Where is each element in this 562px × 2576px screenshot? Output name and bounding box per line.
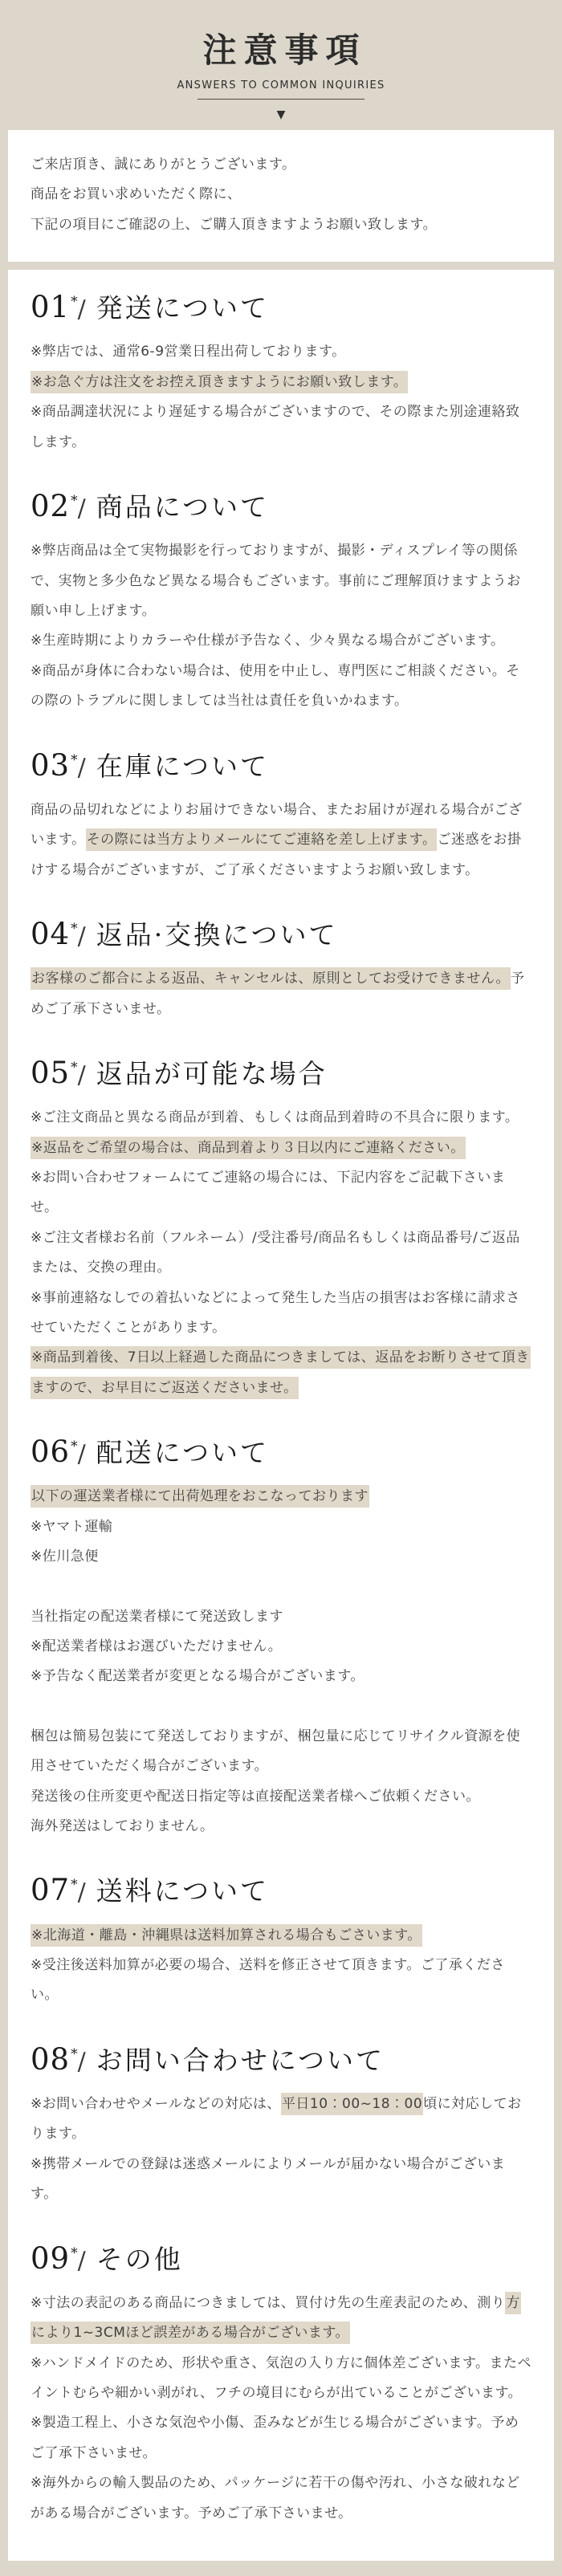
- section-01: [31, 270, 531, 458]
- plain-text: 当社指定の配送業者様にて発送致します: [31, 1608, 283, 1625]
- header-divider: [198, 99, 364, 100]
- slash-icon: /: [77, 1061, 86, 1090]
- section-02: [31, 488, 531, 717]
- asterisk-icon: *: [71, 2045, 78, 2062]
- notice-paragraph: [31, 1951, 531, 2011]
- plain-text: ※予告なく配送業者が変更となる場合がございます。: [31, 1668, 364, 1685]
- slash-icon: /: [77, 922, 86, 950]
- section-heading: [31, 1434, 531, 1471]
- section-heading: [31, 1872, 531, 1909]
- section-number: 05: [31, 1056, 71, 1091]
- highlighted-text: ※お急ぐ方は注文をお控え頂きますようにお願い致します。: [31, 371, 408, 393]
- notice-paragraph: [31, 337, 531, 367]
- section-number: 09: [31, 2240, 71, 2276]
- section-title: 在庫について: [96, 750, 270, 782]
- notice-paragraph: [31, 1722, 531, 1782]
- slash-icon: /: [77, 494, 86, 523]
- asterisk-icon: *: [71, 492, 78, 509]
- notice-paragraph: [31, 1223, 531, 1284]
- notice-paragraph: [31, 2090, 531, 2150]
- slash-icon: /: [77, 753, 86, 782]
- asterisk-icon: *: [71, 294, 78, 311]
- plain-text: ※海外からの輸入製品のため、パッケージに若干の傷や汚れ、小さな破れなどがある場合がございます。予めご了承下さいませ。: [31, 2475, 520, 2521]
- highlighted-text: お客様のご都合による返品、キャンセルは、原則としてお受けできません。: [31, 967, 511, 990]
- section-heading: [31, 270, 531, 326]
- highlighted-text: その際には当方よりメールにてご連絡を差し上げます。: [86, 828, 438, 851]
- plain-text: ※商品が身体に合わない場合は、使用を中止し、専門医にご相談ください。その際のトラブルに関しましては当社は責任を負いかねます。: [31, 662, 520, 710]
- plain-text: 予めご了承下さいませ。: [31, 971, 525, 1017]
- notice-paragraph: [31, 1602, 531, 1632]
- plain-text: ※弊店では、通常6-9営業日程出荷しております。: [31, 344, 346, 360]
- slash-icon: /: [77, 295, 86, 324]
- plain-text: 商品の品切れなどによりお届けできない場合、またお届けが遅れる場合がございます。: [31, 801, 523, 848]
- section-number: 04: [31, 917, 71, 951]
- section-number: 03: [31, 747, 71, 783]
- intro-line: ご来店頂き、誠にありがとうございます。: [31, 157, 296, 173]
- section-07: [31, 1872, 531, 2010]
- asterisk-icon: *: [71, 1877, 78, 1894]
- notice-paragraph: [31, 964, 531, 1024]
- section-title: 返品·交換について: [96, 919, 338, 950]
- section-05: [31, 1055, 531, 1403]
- slash-icon: /: [77, 2246, 86, 2275]
- plain-text: ※事前連絡なしでの着払いなどによって発生した当店の損害はお客様に請求させていただくことがあります。: [31, 1289, 520, 1337]
- notice-paragraph: [31, 657, 531, 717]
- asterisk-icon: *: [71, 751, 78, 768]
- notice-paragraph: [31, 1163, 531, 1223]
- highlighted-text: ※北海道・離島・沖縄県は送料加算される場合もごさいます。: [31, 1924, 422, 1947]
- highlighted-text: ※商品到着後、7日以上経過した商品につきましては、返品をお断りさせて頂きますので、お早目にご返送くださいませ。: [31, 1346, 531, 1398]
- notice-paragraph: [31, 1812, 531, 1841]
- notice-paragraph: [31, 1662, 531, 1691]
- plain-text: ※受注後送料加算が必要の場合、送料を修正させて頂きます。ご了承ください。: [31, 1956, 505, 2004]
- intro-line: 商品をお買い求めいただく際に、: [31, 186, 242, 203]
- plain-text: ※生産時期によりカラーや仕様が予告なく、少々異なる場合がございます。: [31, 633, 505, 649]
- highlighted-text: 方により1~3CMほど誤差がある場合がございます。: [31, 2292, 521, 2344]
- notice-paragraph: [31, 1343, 531, 1403]
- plain-text: 海外発送はしておりません。: [31, 1817, 214, 1834]
- plain-text: ※お問い合わせフォームにてご連絡の場合には、下記内容をご記載下さいませ。: [31, 1170, 506, 1216]
- notice-paragraph: [31, 536, 531, 626]
- sections-card: [8, 270, 554, 2561]
- section-heading: [31, 1055, 531, 1092]
- plain-text: 発送後の住所変更や配送日指定等は直接配送業者様へご依頼ください。: [31, 1788, 480, 1805]
- section-heading: [31, 2240, 531, 2277]
- page-subtitle: ANSWERS TO COMMON INQUIRIES: [177, 79, 385, 92]
- section-number: 02: [31, 488, 71, 523]
- section-number: 01: [31, 290, 71, 325]
- notice-paragraph: [31, 1284, 531, 1344]
- notice-paragraph: [31, 2289, 531, 2349]
- plain-text: ※商品調達状況により遅延する場合がございますので、その際また別途連絡致します。: [31, 404, 520, 450]
- notice-paragraph: [31, 2408, 531, 2468]
- notice-paragraph: [31, 1133, 531, 1163]
- section-heading: [31, 747, 531, 784]
- sections: [31, 270, 531, 2529]
- section-heading: [31, 2041, 531, 2078]
- plain-text: ※ご注文商品と異なる商品が到着、もしくは商品到着時の不具合に限ります。: [31, 1109, 519, 1126]
- plain-text: 梱包は簡易包装にて発送しておりますが、梱包量に応じてリサイクル資源を使用させていただく場合がございます。: [31, 1728, 521, 1775]
- plain-text: ※ハンドメイドのため、形状や重さ、気泡の入り方に個体差ございます。またペイントむらや細かい剥がれ、フチの境目にむらが出ていることがございます。: [31, 2354, 532, 2401]
- section-number: 08: [31, 2041, 71, 2077]
- section-08: [31, 2041, 531, 2210]
- section-title: 配送について: [96, 1437, 270, 1469]
- plain-text: ※配送業者様はお選びいただけません。: [31, 1638, 283, 1654]
- down-triangle-icon: ▼: [276, 108, 286, 121]
- notice-paragraph: [31, 2468, 531, 2529]
- section-heading: [31, 916, 531, 953]
- plain-text: ※携帯メールでの登録は迷惑メールによりメールが届かない場合がございます。: [31, 2155, 506, 2203]
- notice-paragraph: [31, 2349, 531, 2409]
- section-title: その他: [96, 2243, 183, 2275]
- section-number: 07: [31, 1873, 71, 1908]
- page-title: 注意事項: [202, 31, 367, 70]
- section-title: 返品が可能な場合: [96, 1058, 328, 1090]
- slash-icon: /: [77, 1440, 86, 1469]
- notice-paragraph: [31, 368, 531, 397]
- notice-paragraph: [31, 796, 531, 885]
- intro-line: 下記の項目にご確認の上、ご購入頂きますようお願い致します。: [31, 216, 438, 233]
- notice-paragraph: [31, 1782, 531, 1812]
- notice-paragraph: [31, 1103, 531, 1133]
- plain-text: ご迷惑をお掛けする場合がございますが、ご了承くださいますようお願い致します。: [31, 832, 522, 878]
- plain-text: ※ヤマト運輸: [31, 1518, 113, 1535]
- plain-text: ※お問い合わせやメールなどの対応は、: [31, 2096, 281, 2113]
- intro-card: [8, 130, 554, 262]
- notice-paragraph: [31, 1512, 531, 1542]
- plain-text: ※弊店商品は全て実物撮影を行っておりますが、撮影・ディスプレイ等の関係で、実物と多少色など異なる場合もございます。事前にご理解頂けますようお願い申し上げます。: [31, 543, 521, 620]
- asterisk-icon: *: [71, 921, 78, 937]
- paragraph-gap: [31, 1573, 531, 1602]
- section-title: 発送について: [96, 292, 270, 324]
- paragraph-gap: [31, 1692, 531, 1722]
- slash-icon: /: [77, 1878, 86, 1907]
- section-title: 送料について: [96, 1875, 270, 1907]
- plain-text: ※寸法の表記のある商品につきましては、買付け先の生産表記のため、測り: [31, 2294, 506, 2311]
- section-04: [31, 916, 531, 1024]
- asterisk-icon: *: [71, 1439, 78, 1455]
- slash-icon: /: [77, 2047, 86, 2076]
- notice-paragraph: [31, 1542, 531, 1572]
- highlighted-text: 平日10：00~18：00: [281, 2093, 423, 2115]
- plain-text: 頃に対応しております。: [31, 2096, 522, 2143]
- notice-paragraph: [31, 626, 531, 656]
- section-number: 06: [31, 1435, 71, 1470]
- section-title: 商品について: [96, 490, 270, 523]
- highlighted-text: ※返品をご希望の場合は、商品到着より３日以内にご連絡ください。: [31, 1137, 466, 1159]
- page-header: [0, 0, 562, 120]
- notice-paragraph: [31, 2150, 531, 2210]
- notice-paragraph: [31, 1921, 531, 1951]
- section-title: お問い合わせについて: [96, 2044, 385, 2076]
- asterisk-icon: *: [71, 1060, 78, 1076]
- notice-paragraph: [31, 397, 531, 458]
- plain-text: ※佐川急便: [31, 1548, 99, 1565]
- plain-text: ※ご注文者様お名前（フルネーム）/受注番号/商品名もしくは商品番号/ご返品または、交換の理由。: [31, 1229, 520, 1276]
- highlighted-text: 以下の運送業者様にて出荷処理をおこなっております: [31, 1485, 369, 1508]
- plain-text: ※製造工程上、小さな気泡や小傷、歪みなどが生じる場合がございます。予めご了承下さいませ。: [31, 2415, 519, 2461]
- asterisk-icon: *: [71, 2244, 78, 2261]
- notice-paragraph: [31, 1482, 531, 1512]
- notice-paragraph: [31, 1632, 531, 1662]
- section-06: [31, 1434, 531, 1841]
- section-03: [31, 747, 531, 885]
- section-heading: [31, 488, 531, 525]
- section-09: [31, 2240, 531, 2529]
